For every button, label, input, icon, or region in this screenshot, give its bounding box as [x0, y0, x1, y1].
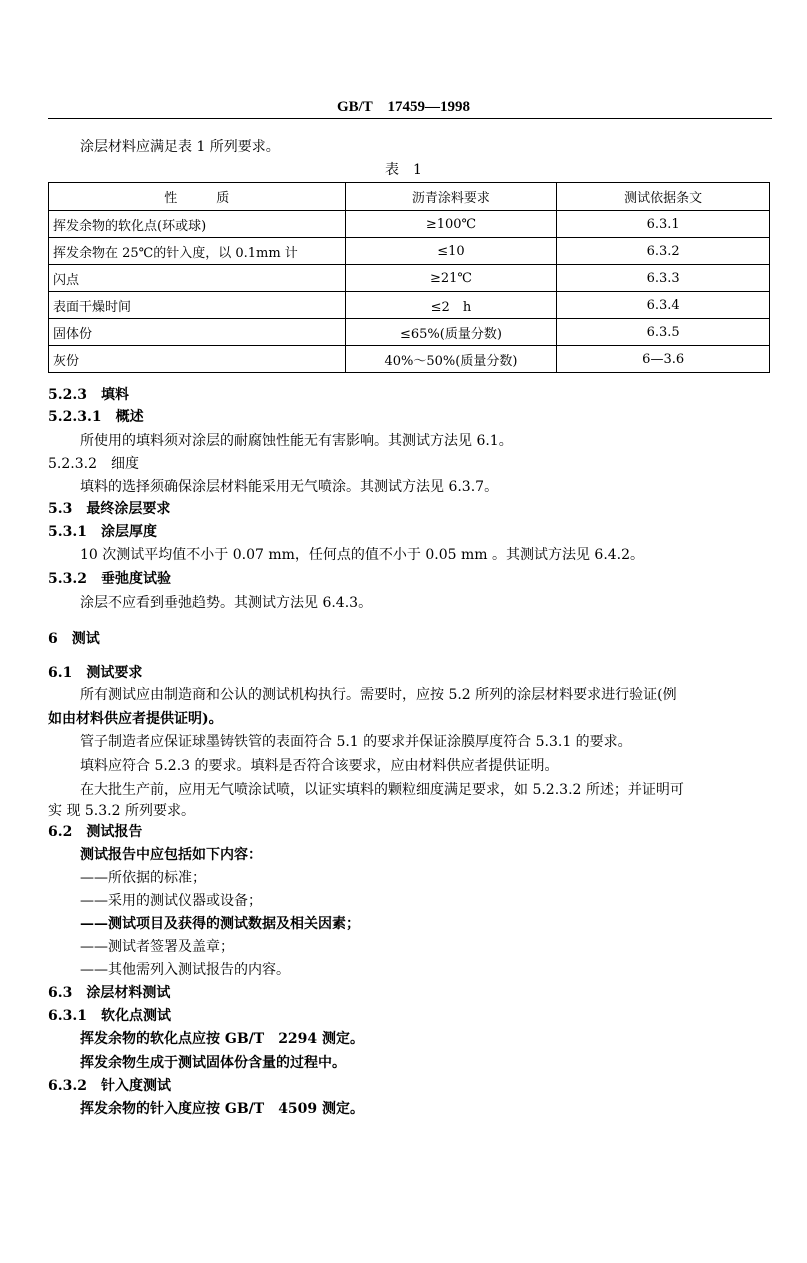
page-header: GB/T 17459—1998: [336, 99, 471, 115]
table-cell: 闪点: [49, 265, 346, 292]
table-cell: 灰份: [49, 346, 346, 373]
paragraph: 实 现 5.3.2 所列要求。: [48, 803, 195, 819]
table-cell: 40%～50%(质量分数): [345, 346, 557, 373]
table-row: [49, 238, 770, 265]
table-cell: 6—3.6: [557, 346, 770, 373]
paragraph: 在大批生产前，应用无气喷涂试喷，以证实填料的颗粒细度满足要求，如 5.2.3.2 所述；并证明可: [80, 782, 684, 798]
header-rule: [48, 118, 772, 119]
section-heading: 5.2.3 填料: [48, 387, 129, 403]
paragraph: 填料的选择须确保涂层材料能采用无气喷涂。其测试方法见 6.3.7。: [80, 479, 499, 495]
requirements-table: [48, 182, 770, 373]
column-header: 沥青涂料要求: [345, 183, 557, 211]
section-heading: 6.3.1 软化点测试: [48, 1008, 171, 1024]
table-cell: 6.3.2: [557, 238, 770, 265]
column-header: 测试依据条文: [557, 183, 770, 211]
table-cell: ≥21℃: [345, 265, 557, 292]
section-heading: 6.2 测试报告: [48, 824, 143, 840]
paragraph: 如由材料供应者提供证明)。: [48, 711, 223, 727]
table-cell: 6.3.4: [557, 292, 770, 319]
list-item: ——其他需列入测试报告的内容。: [80, 962, 290, 978]
paragraph: 所使用的填料须对涂层的耐腐蚀性能无有害影响。其测试方法见 6.1。: [80, 433, 513, 449]
paragraph: 填料应符合 5.2.3 的要求。填料是否符合该要求，应由材料供应者提供证明。: [80, 758, 559, 774]
table-cell: ≤65%(质量分数): [345, 319, 557, 346]
table-row: [49, 211, 770, 238]
section-heading: 6.3 涂层材料测试: [48, 985, 171, 1001]
table-cell: ≤10: [345, 238, 557, 265]
section-heading: 5.3.2 垂弛度试验: [48, 571, 171, 587]
table-cell: 表面干燥时间: [49, 292, 346, 319]
paragraph: 所有测试应由制造商和公认的测试机构执行。需要时，应按 5.2 所列的涂层材料要求进行验证(例: [80, 687, 677, 703]
table-row: [49, 346, 770, 373]
table-row: [49, 292, 770, 319]
table-cell: 固体份: [49, 319, 346, 346]
table-caption: 表 1: [385, 162, 422, 178]
table-cell: ≤2 h: [345, 292, 557, 319]
table-cell: 挥发余物的软化点(环或球): [49, 211, 346, 238]
table-header-row: [49, 183, 770, 211]
intro-text: 涂层材料应满足表 1 所列要求。: [80, 139, 280, 155]
table-row: [49, 319, 770, 346]
section-heading: 5.2.3.1 概述: [48, 409, 144, 425]
section-heading: 6.3.2 针入度测试: [48, 1078, 171, 1094]
paragraph: 10 次测试平均值不小于 0.07 mm，任何点的值不小于 0.05 mm 。其测试方法见 6.4.2。: [80, 547, 645, 563]
table-cell: 6.3.3: [557, 265, 770, 292]
chapter-heading: 6 测试: [48, 631, 100, 647]
paragraph: 测试报告中应包括如下内容：: [80, 847, 262, 863]
table-cell: 6.3.1: [557, 211, 770, 238]
list-item: ——测试者签署及盖章；: [80, 939, 234, 955]
list-item: ——所依据的标准；: [80, 870, 206, 886]
paragraph: 挥发余物生成于测试固体份含量的过程中。: [80, 1055, 346, 1071]
paragraph: 涂层不应看到垂弛趋势。其测试方法见 6.4.3。: [80, 595, 373, 611]
table-cell: 6.3.5: [557, 319, 770, 346]
section-heading: 5.2.3.2 细度: [48, 456, 139, 472]
section-heading: 5.3 最终涂层要求: [48, 501, 171, 517]
paragraph: 挥发余物的软化点应按 GB/T 2294 测定。: [80, 1031, 365, 1047]
list-item: ——采用的测试仪器或设备；: [80, 893, 262, 909]
paragraph: 管子制造者应保证球墨铸铁管的表面符合 5.1 的要求并保证涂膜厚度符合 5.3.1 的要求。: [80, 734, 632, 750]
column-header: 性 质: [49, 183, 346, 211]
table-cell: 挥发余物在 25℃的针入度，以 0.1mm 计: [49, 238, 346, 265]
table-cell: ≥100℃: [345, 211, 557, 238]
table-row: [49, 265, 770, 292]
paragraph: 挥发余物的针入度应按 GB/T 4509 测定。: [80, 1101, 365, 1117]
list-item: ——测试项目及获得的测试数据及相关因素；: [80, 916, 360, 932]
section-heading: 6.1 测试要求: [48, 665, 143, 681]
section-heading: 5.3.1 涂层厚度: [48, 524, 157, 540]
